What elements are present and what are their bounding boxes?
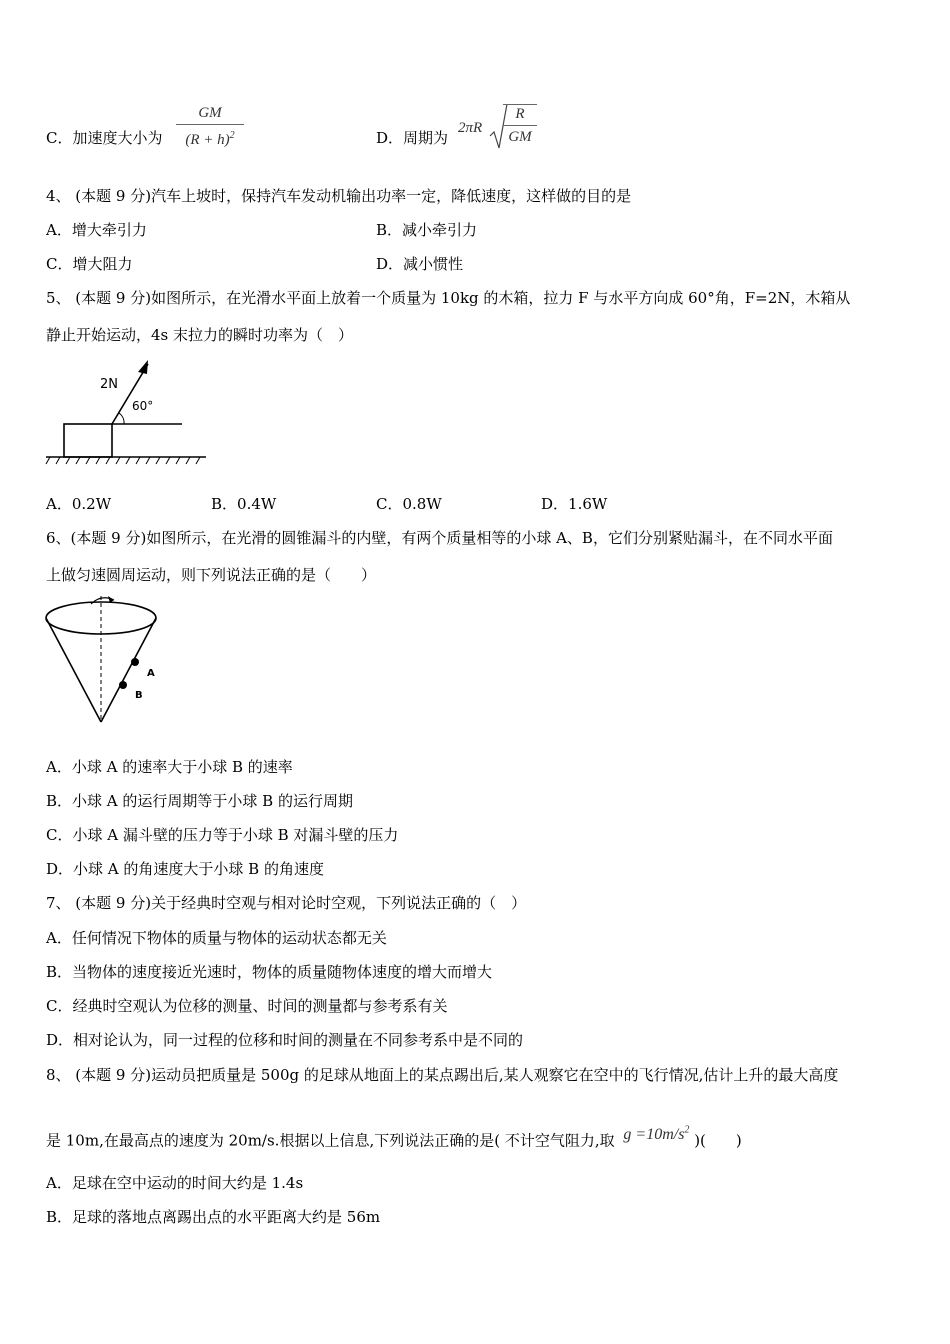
q3-option-c-label: C．加速度大小为 xyxy=(46,129,163,147)
q6-option-c: C．小球 A 漏斗壁的压力等于小球 B 对漏斗壁的压力 xyxy=(46,826,399,844)
q7-option-c: C．经典时空观认为位移的测量、时间的测量都与参考系有关 xyxy=(46,997,448,1015)
q4-option-c: C．增大阻力 xyxy=(46,255,133,273)
q3-d-coefficient: 2πR xyxy=(458,120,483,136)
q6-option-b: B．小球 A 的运行周期等于小球 B 的运行周期 xyxy=(46,792,353,810)
q3-c-exponent: 2 xyxy=(229,130,235,141)
q7-option-b: B．当物体的速度接近光速时，物体的质量随物体速度的增大而增大 xyxy=(46,963,493,981)
q7-stem: 7、 (本题 9 分)关于经典时空观与相对论时空观，下列说法正确的（ ） xyxy=(46,894,527,912)
ball-b xyxy=(119,681,127,689)
q8-stem-text: 是 10m,在最高点的速度为 20m/s.根据以上信息,下列说法正确的是( 不计空气阻力,取 xyxy=(46,1131,615,1150)
q5-stem-line-2: 静止开始运动，4s 末拉力的瞬时功率为（ ） xyxy=(46,326,354,344)
q4-option-b: B．减小牵引力 xyxy=(376,221,478,239)
q6-option-d: D．小球 A 的角速度大于小球 B 的角速度 xyxy=(46,860,324,878)
q3-d-denominator: GM xyxy=(508,129,532,145)
force-label: 2N xyxy=(100,377,118,392)
q7-option-a: A．任何情况下物体的质量与物体的运动状态都无关 xyxy=(46,929,387,947)
q8-gravity-formula: $g =10m/s^2$ xyxy=(623,1125,690,1144)
angle-label: 60° xyxy=(132,399,154,413)
q6-stem-line-2: 上做匀速圆周运动，则下列说法正确的是（ ） xyxy=(46,566,377,584)
q5-option-c: C．0.8W xyxy=(376,495,442,513)
q3-option-c-formula xyxy=(176,104,244,149)
q8-option-a: A．足球在空中运动的时间大约是 1.4s xyxy=(46,1174,304,1192)
ball-a-label: A xyxy=(147,668,155,679)
q8-stem-line-2 xyxy=(46,1127,742,1151)
q8-stem-end: )( ) xyxy=(694,1131,742,1150)
q6-cone-funnel-figure xyxy=(44,590,174,730)
q8-option-b: B．足球的落地点离踢出点的水平距离大约是 56m xyxy=(46,1208,381,1226)
ball-b-label: B xyxy=(135,690,143,701)
q3-option-d-formula xyxy=(503,104,537,146)
q5-option-b: B．0.4W xyxy=(211,495,277,513)
q4-option-d: D．减小惯性 xyxy=(376,255,464,273)
q3-option-d-label: D．周期为 xyxy=(376,129,449,147)
q4-stem: 4、 (本题 9 分)汽车上坡时，保持汽车发动机输出功率一定，降低速度，这样做的目的是 xyxy=(46,187,632,205)
q5-box-force-figure xyxy=(44,356,214,466)
q7-option-d: D．相对论认为，同一过程的位移和时间的测量在不同参考系中是不同的 xyxy=(46,1031,524,1049)
q6-option-a: A．小球 A 的速率大于小球 B 的速率 xyxy=(46,758,293,776)
q6-stem-line-1: 6、(本题 9 分)如图所示，在光滑的圆锥漏斗的内壁，有两个质量相等的小球 A、B，它们分别紧贴漏斗，在不同水平面 xyxy=(46,529,833,547)
q5-option-a: A．0.2W xyxy=(46,495,112,513)
q8-stem-line-1: 8、 (本题 9 分)运动员把质量是 500g 的足球从地面上的某点踢出后,某人观察它在空中的飞行情况,估计上升的最大高度 xyxy=(46,1066,839,1084)
q3-c-denominator: (R + h) xyxy=(185,132,230,148)
q3-d-numerator: R xyxy=(515,106,525,122)
q3-c-numerator: GM xyxy=(198,105,222,121)
q4-option-a: A．增大牵引力 xyxy=(46,221,147,239)
wooden-box xyxy=(64,424,112,457)
ball-a xyxy=(131,658,139,666)
q5-option-d: D．1.6W xyxy=(541,495,608,513)
q5-stem-line-1: 5、 (本题 9 分)如图所示，在光滑水平面上放着一个质量为 10kg 的木箱，拉力 F 与水平方向成 60°角，F=2N，木箱从 xyxy=(46,289,851,307)
